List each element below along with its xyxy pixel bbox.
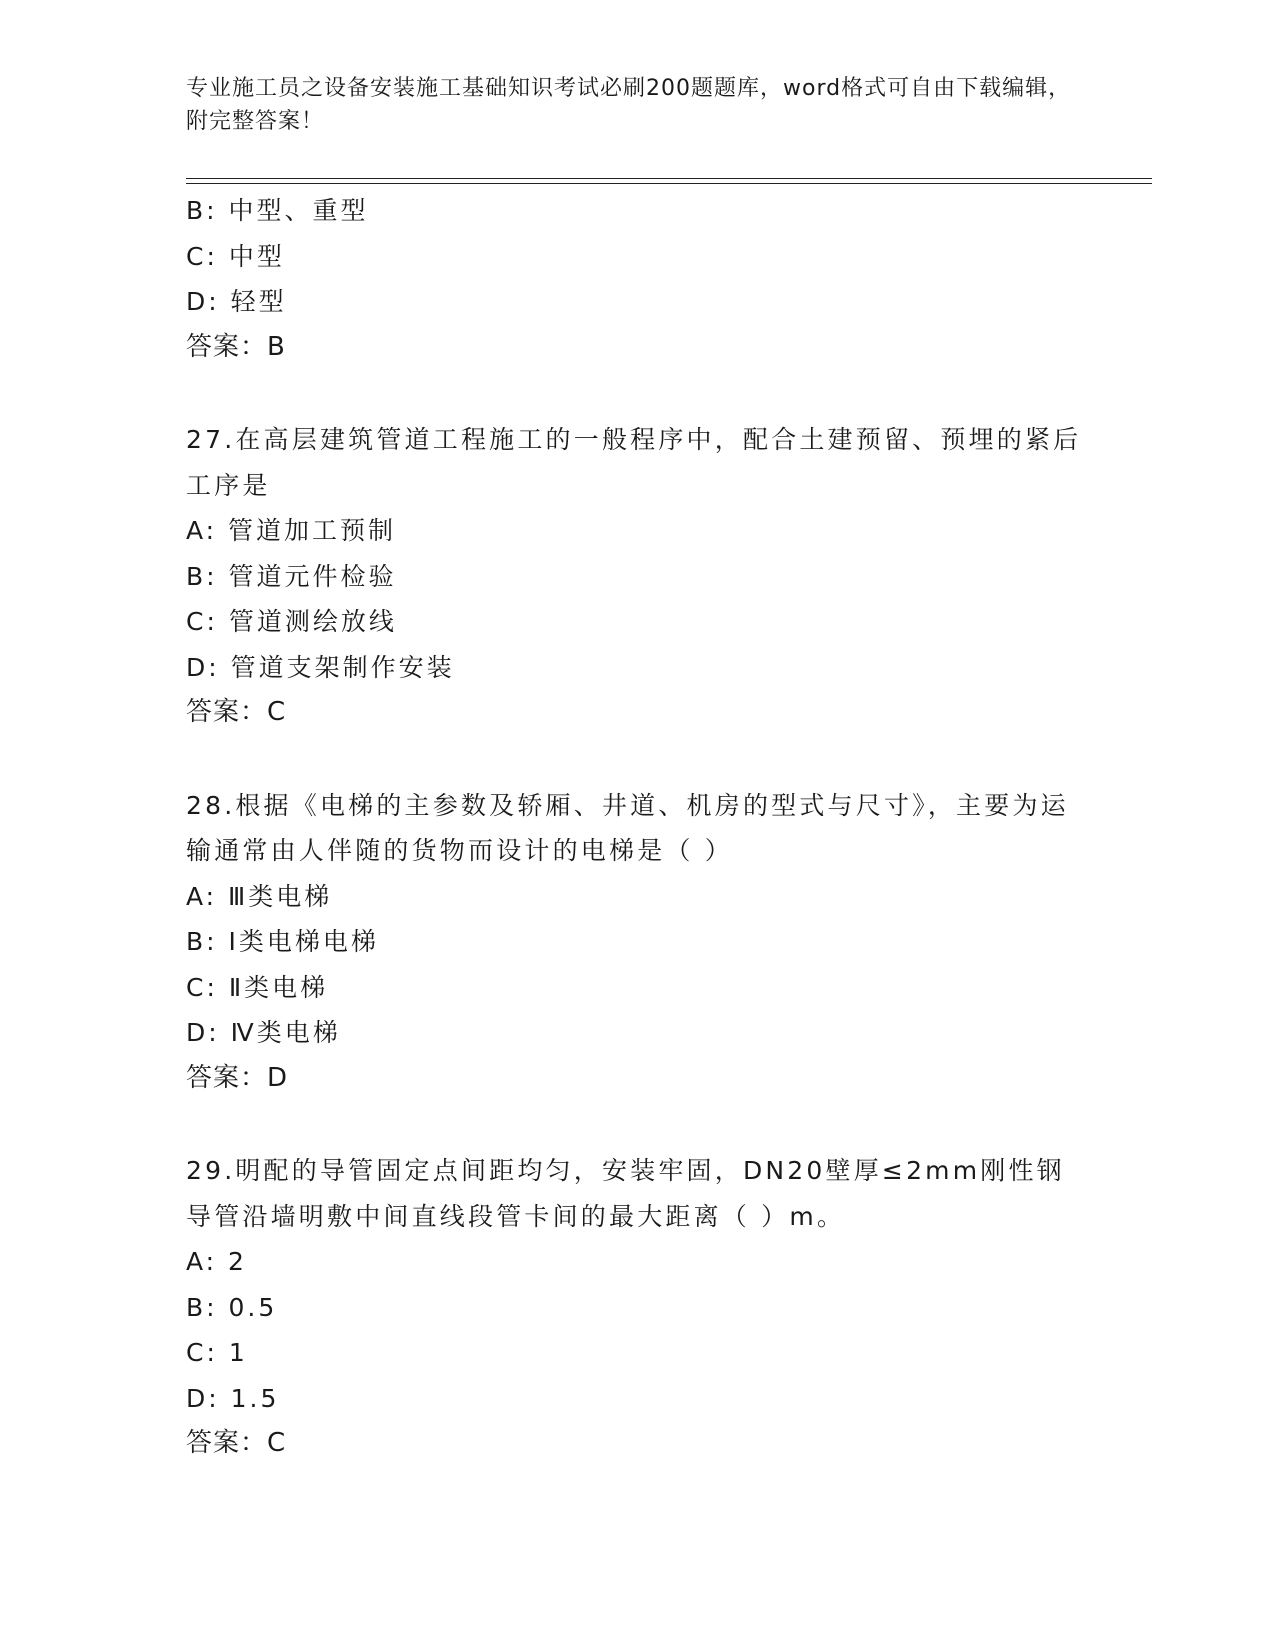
option-b: B: 中型、重型 xyxy=(186,196,369,225)
option-a: A: Ⅲ类电梯 xyxy=(186,881,333,911)
answer-line: 答案：D xyxy=(186,1062,289,1093)
option-b: B: 管道元件检验 xyxy=(186,561,397,591)
question-29 xyxy=(186,1148,1086,1467)
question-text: 27.在高层建筑管道工程施工的一般程序中，配合土建预留、预埋的紧后工序是 xyxy=(186,425,1082,500)
option-b: B: Ⅰ类电梯电梯 xyxy=(186,927,379,956)
question-27 xyxy=(186,417,1086,736)
question-text: 28.根据《电梯的主参数及轿厢、井道、机房的型式与尺寸》，主要为运输通常由人伴随的货物而设计的电梯是（ ） xyxy=(186,790,1069,865)
answer-line: 答案：C xyxy=(186,697,287,727)
question-text: 29.明配的导管固定点间距均匀，安装牢固，DN20壁厚≤2mm刚性钢导管沿墙明敷中间直线段管卡间的最大距离（ ）m。 xyxy=(186,1156,1065,1231)
question-26-continued xyxy=(186,188,1086,370)
option-a: A: 2 xyxy=(186,1247,247,1276)
option-c: C: 1 xyxy=(186,1338,248,1367)
option-d: D: 管道支架制作安装 xyxy=(186,652,455,682)
question-28 xyxy=(186,783,1086,1102)
option-c: C: Ⅱ类电梯 xyxy=(186,972,329,1002)
option-c: C: 中型 xyxy=(186,241,285,271)
document-header: 专业施工员之设备安装施工基础知识考试必刷200题题库，word格式可自由下载编辑，附完整答案！ xyxy=(186,76,1072,134)
question-list xyxy=(186,188,1086,1467)
answer-line: 答案：B xyxy=(186,331,286,362)
option-b: B: 0.5 xyxy=(186,1292,278,1322)
header-divider xyxy=(186,178,1152,184)
answer-line: 答案：C xyxy=(186,1428,287,1458)
option-c: C: 管道测绘放线 xyxy=(186,607,397,636)
option-d: D: Ⅳ类电梯 xyxy=(186,1018,341,1047)
option-d: D: 轻型 xyxy=(186,287,287,316)
option-d: D: 1.5 xyxy=(186,1383,280,1413)
option-a: A: 管道加工预制 xyxy=(186,516,397,545)
